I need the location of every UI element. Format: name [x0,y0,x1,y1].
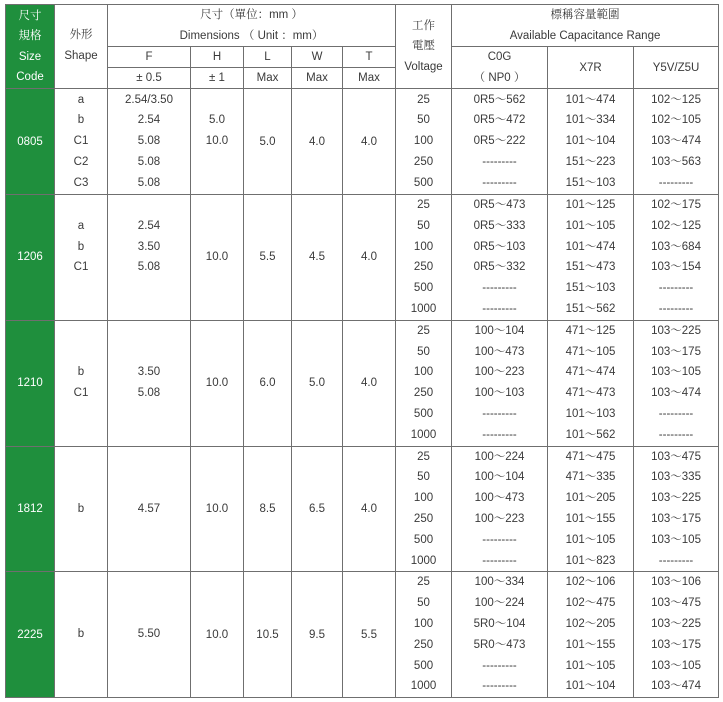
voltage-cell-line: 100 [413,618,434,631]
voltage-cell [396,572,452,698]
shape-cell [55,89,108,195]
dim-f-cell-line: 4.57 [137,502,161,515]
c0g-cell-line: --------- [482,155,517,168]
x7r-cell-line: 102～475 [565,597,616,610]
dim-w-cell [292,572,343,698]
dim-f-cell-line [108,425,190,446]
y5v-cell [634,572,719,698]
c0g-cell-line: 0R5～473 [473,199,526,211]
c0g-cell-line: 0R5～332 [473,261,526,274]
x7r-header: X7R [548,47,634,89]
dim-w-cell-value: 9.5 [309,628,325,641]
voltage-cell-line: 500 [413,407,434,420]
dim-l-cell-value: 5.5 [259,251,276,264]
shape-cell-line: a [77,93,85,106]
x7r-cell-line: 151～223 [565,155,616,168]
shape-cell-line: b [77,114,85,127]
x7r-cell-line: 101～474 [565,93,616,106]
y5v-cell-line: 103～154 [651,261,701,274]
c0g-cell-line: 100～104 [474,471,525,484]
dim-h-cell-line [191,152,243,173]
voltage-cell-line: 1000 [410,554,437,567]
size-code-cell-value: 0805 [17,135,43,148]
dim-f-cell-line [108,195,190,216]
dim-f-cell-line [108,299,190,320]
dim-t-cell [343,195,396,321]
c0g-cell-line: 100～104 [474,324,525,337]
y5v-cell-line: 102～175 [651,199,701,211]
x7r-cell-line: 101～105 [565,659,616,672]
voltage-cell [396,320,452,446]
c0g-cell-line: --------- [482,176,517,189]
size-code-cell [6,195,55,321]
x7r-cell-line: 101～104 [565,680,616,693]
shape-cell [55,195,108,321]
x7r-cell-line: 101～823 [565,554,616,567]
c0g-header: C0G （ NP0 ） [452,47,548,89]
x7r-cell-line: 151～562 [565,302,616,315]
c0g-cell [452,195,548,321]
dim-t-cell-value: 4.0 [361,135,377,148]
size-code-cell-value: 2225 [17,628,43,641]
dim-h-cell-value: 10.0 [205,251,229,264]
x7r-cell [548,89,634,195]
dim-w-cell-value: 5.0 [309,377,325,390]
shape-cell-line: C1 [73,135,89,148]
voltage-cell-line: 50 [417,345,430,358]
y5v-cell-line: 103～175 [651,345,701,358]
y5v-cell-line: 103～684 [651,240,701,253]
c0g-cell-line: 5R0～104 [473,618,526,631]
dim-f-cell-line: 2.54 [137,114,161,127]
c0g-cell-line: 100～473 [474,345,525,358]
shape-cell-line: b [77,240,85,253]
dim-h-cell-line: 10.0 [205,135,229,148]
capacitor-spec-table [5,4,719,698]
dim-h-cell [191,195,244,321]
dim-w-cell [292,446,343,572]
voltage-cell-line: 50 [417,219,430,232]
c0g-cell-line: 0R5～333 [473,219,526,232]
dim-f-cell [108,320,191,446]
voltage-cell-line: 250 [413,512,434,525]
y5v-cell-line: 102～125 [651,219,701,232]
size-code-cell [6,89,55,195]
shape-cell-line: C2 [73,155,89,168]
x7r-cell-line: 101～105 [565,219,616,232]
y5v-cell [634,195,719,321]
size-code-cell-value: 1210 [17,377,43,390]
voltage-cell-line: 50 [417,471,430,484]
shape-cell-line: C3 [73,176,89,189]
y5v-cell-line: 102～105 [651,114,701,127]
x7r-cell-line: 102～205 [565,618,616,631]
voltage-cell-line: 50 [417,597,430,610]
dim-h-cell-value: 10.0 [205,628,229,641]
dim-f-cell-line: 5.08 [137,155,161,168]
voltage-cell-line: 500 [413,282,434,295]
y5v-cell-line: --------- [658,407,694,420]
x7r-cell-line: 101～155 [565,512,616,525]
shape-cell-line [55,195,107,216]
x7r-cell-line: 101～155 [565,638,616,651]
dim-l-cell-value: 8.5 [259,502,276,515]
dim-l-header: L [244,47,292,68]
size-group-row [6,320,719,446]
c0g-cell-line: 5R0～473 [473,638,526,651]
dim-l-cell [244,572,292,698]
dim-l-cell [244,89,292,195]
c0g-cell [452,89,548,195]
y5v-cell-line: 103～225 [651,324,701,337]
x7r-cell-line: 471～475 [565,450,616,463]
x7r-cell-line: 101～125 [565,199,616,211]
size-group-row [6,89,719,195]
capacitance-header: 標稱容量範圍 Available Capacitance Range [452,5,719,47]
voltage-cell-line: 250 [413,155,434,168]
shape-cell [55,446,108,572]
size-group-row [6,195,719,321]
dim-h-cell [191,446,244,572]
shape-cell-line: b [77,502,85,515]
dim-h-tolerance: ± 1 [191,68,244,89]
x7r-cell-line: 101～205 [565,492,616,505]
y5v-cell-line: 103～106 [651,576,701,589]
shape-cell [55,320,108,446]
c0g-cell-line: --------- [482,554,517,567]
y5v-header: Y5V/Z5U [634,47,719,89]
dim-w-max: Max [292,68,343,89]
dim-f-header: F [108,47,191,68]
c0g-cell-line: 0R5～562 [473,93,526,106]
voltage-cell-line: 50 [417,114,430,127]
voltage-cell-line: 250 [413,638,434,651]
shape-header: 外形 Shape [55,5,108,89]
voltage-cell-line: 25 [417,450,430,463]
c0g-cell [452,446,548,572]
c0g-cell-line: 0R5～222 [473,135,526,148]
dim-w-cell [292,89,343,195]
shape-cell-line [55,425,107,446]
dim-t-cell-value: 4.0 [361,377,377,390]
dim-l-cell-value: 10.5 [256,628,279,641]
x7r-cell-line: 471～105 [565,345,616,358]
c0g-cell-line: 100～223 [474,366,525,379]
voltage-cell-line: 100 [413,492,434,505]
dim-t-cell [343,320,396,446]
y5v-cell-line: --------- [658,428,694,441]
x7r-cell [548,195,634,321]
y5v-cell-line: --------- [658,176,694,189]
voltage-cell [396,195,452,321]
voltage-cell-line: 500 [413,533,434,546]
dim-t-cell-value: 5.5 [361,628,377,641]
c0g-cell-line: 0R5～103 [473,240,526,253]
shape-cell-line [55,321,107,342]
voltage-cell-line: 25 [417,576,430,589]
y5v-cell-line: 103～105 [651,659,701,672]
shape-cell-line [55,299,107,320]
y5v-cell-line: 103～475 [651,597,701,610]
c0g-cell-line: 100～223 [474,512,525,525]
c0g-cell-line: --------- [482,533,517,546]
dim-f-cell [108,446,191,572]
dim-f-cell-line [108,342,190,363]
size-code-cell-value: 1206 [17,251,43,264]
y5v-cell-line: 102～125 [651,93,701,106]
y5v-cell-line: 103～175 [651,638,701,651]
x7r-cell-line: 101～103 [565,407,616,420]
c0g-cell [452,320,548,446]
dim-l-cell-value: 5.0 [259,135,276,148]
shape-cell-line [55,342,107,363]
dim-t-header: T [343,47,396,68]
y5v-cell-line: 103～225 [651,492,701,505]
x7r-cell-line: 101～474 [565,240,616,253]
dim-l-cell [244,446,292,572]
shape-cell-line: C1 [73,387,89,400]
y5v-cell-line: --------- [658,282,694,295]
x7r-cell-line: 471～125 [565,324,616,337]
y5v-cell [634,89,719,195]
dim-f-cell-line [108,278,190,299]
y5v-cell-line: 103～335 [651,471,701,484]
dim-f-cell-line: 5.08 [137,387,161,400]
dim-w-cell-value: 6.5 [309,502,325,515]
x7r-cell-line: 101～104 [565,135,616,148]
voltage-cell-line: 1000 [410,302,437,315]
shape-cell-line: b [77,366,85,379]
dim-f-cell-line: 5.08 [137,135,161,148]
x7r-cell-line: 471～335 [565,471,616,484]
dim-t-max: Max [343,68,396,89]
shape-cell [55,572,108,698]
dimensions-header: 尺寸（單位：mm ） Dimensions （ Unit ：mm） [108,5,396,47]
dim-h-cell [191,89,244,195]
c0g-cell-line: 100～224 [474,597,525,610]
c0g-cell-line: 0R5～472 [473,114,526,127]
voltage-header: 工作 電壓 Voltage [396,5,452,89]
dim-f-tolerance: ± 0.5 [108,68,191,89]
x7r-cell-line: 101～334 [565,114,616,127]
voltage-cell [396,446,452,572]
y5v-cell-line: 103～105 [651,533,701,546]
x7r-cell-line: 151～103 [565,176,616,189]
x7r-cell-line: 471～474 [565,366,616,379]
dim-h-header: H [191,47,244,68]
spec-table-body [6,89,719,698]
dim-h-cell-value: 10.0 [205,502,229,515]
dim-f-cell-line: 2.54/3.50 [125,93,173,106]
voltage-cell-line: 100 [413,240,434,253]
y5v-cell-line: --------- [658,302,694,315]
size-code-cell [6,572,55,698]
size-code-cell-value: 1812 [17,502,43,515]
dim-h-cell-line [191,173,243,194]
x7r-cell-line: 151～103 [565,282,616,295]
dim-l-cell-value: 6.0 [259,377,276,390]
dim-w-header: W [292,47,343,68]
voltage-cell [396,89,452,195]
x7r-cell [548,320,634,446]
dim-f-cell-line: 5.50 [137,628,161,641]
dim-l-cell [244,195,292,321]
dim-w-cell-value: 4.0 [309,135,325,148]
shape-cell-line [55,278,107,299]
y5v-cell-line: 103～105 [651,366,701,379]
c0g-cell-line: --------- [482,428,517,441]
dim-h-cell-line: 5.0 [209,114,225,127]
y5v-cell-line: 103～175 [651,512,701,525]
y5v-cell [634,320,719,446]
dim-t-cell-value: 4.0 [361,502,377,515]
size-code-cell [6,446,55,572]
x7r-cell-line: 471～473 [565,387,616,400]
dim-w-cell-value: 4.5 [309,251,325,264]
y5v-cell-line: 103～225 [651,618,701,631]
c0g-cell-line: --------- [482,407,517,420]
voltage-cell-line: 500 [413,659,434,672]
voltage-cell-line: 1000 [410,680,437,693]
x7r-cell-line: 151～473 [565,261,616,274]
x7r-cell [548,572,634,698]
c0g-cell-line: 100～334 [474,576,525,589]
shape-cell-line [55,404,107,425]
voltage-cell-line: 25 [417,93,430,106]
c0g-cell-line: --------- [482,680,517,693]
c0g-cell-line: --------- [482,302,517,315]
y5v-cell-line: --------- [658,554,694,567]
dim-t-cell [343,446,396,572]
x7r-cell-line: 101～105 [565,533,616,546]
dim-l-max: Max [244,68,292,89]
size-group-row [6,446,719,572]
dim-h-cell [191,572,244,698]
dim-f-cell-line [108,404,190,425]
size-code-header: 尺寸 規格 Size Code [6,5,55,89]
size-code-cell [6,320,55,446]
voltage-cell-line: 1000 [410,428,437,441]
voltage-cell-line: 25 [417,199,430,211]
c0g-cell-line: 100～224 [474,450,525,463]
y5v-cell-line: 103～475 [651,450,701,463]
voltage-cell-line: 100 [413,135,434,148]
dim-t-cell [343,89,396,195]
voltage-cell-line: 100 [413,366,434,379]
voltage-cell-line: 250 [413,387,434,400]
c0g-cell-line: --------- [482,282,517,295]
y5v-cell-line: 103～563 [651,155,701,168]
y5v-cell-line: 103～474 [651,680,701,693]
c0g-cell-line: 100～473 [474,492,525,505]
dim-h-cell-value: 10.0 [205,377,229,390]
dim-l-cell [244,320,292,446]
dim-f-cell-line [108,321,190,342]
dim-t-cell [343,572,396,698]
x7r-cell [548,446,634,572]
x7r-cell-line: 102～106 [565,576,616,589]
size-group-row [6,572,719,698]
c0g-cell-line: --------- [482,659,517,672]
dim-h-cell [191,320,244,446]
shape-cell-line: a [77,219,85,232]
dim-f-cell-line: 5.08 [137,176,161,189]
dim-w-cell [292,195,343,321]
shape-cell-line: b [77,628,85,641]
dim-f-cell [108,572,191,698]
dim-f-cell-line: 3.50 [137,366,161,379]
voltage-cell-line: 500 [413,176,434,189]
y5v-cell-line: 103～474 [651,135,701,148]
y5v-cell-line: 103～474 [651,387,701,400]
voltage-cell-line: 250 [413,261,434,274]
dim-f-cell [108,89,191,195]
x7r-cell-line: 101～562 [565,428,616,441]
dim-f-cell-line: 5.08 [137,261,161,274]
c0g-cell [452,572,548,698]
dim-h-cell-line [191,90,243,111]
c0g-cell-line: 100～103 [474,387,525,400]
dim-w-cell [292,320,343,446]
dim-f-cell [108,195,191,321]
voltage-cell-line: 25 [417,324,430,337]
y5v-cell [634,446,719,572]
dim-t-cell-value: 4.0 [361,251,377,264]
dim-f-cell-line: 3.50 [137,240,161,253]
dim-f-cell-line: 2.54 [137,219,161,232]
shape-cell-line: C1 [73,261,89,274]
